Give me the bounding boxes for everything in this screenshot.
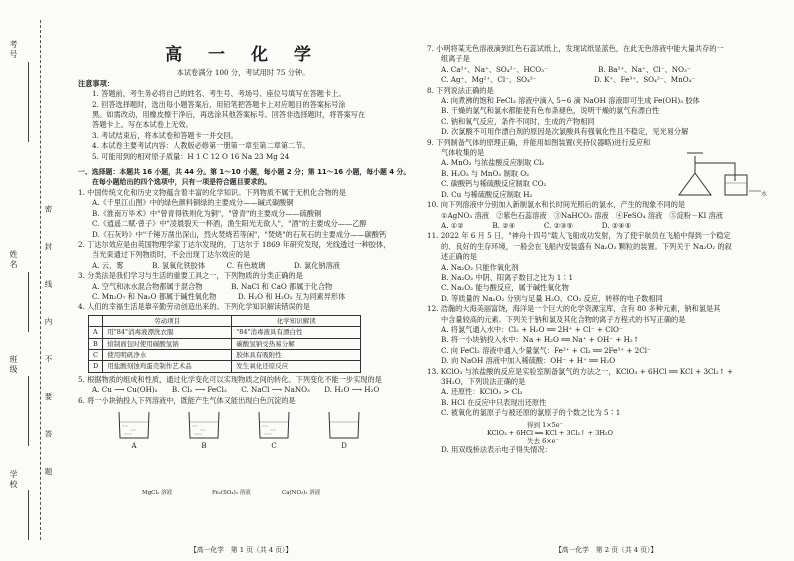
section-subheading: 在每小题给出的四个选项中，只有一项是符合题目要求的。 [92, 178, 272, 187]
class-label: 班级 [9, 355, 18, 375]
question-stem: 9. 下列制备气体的原理正确，并能用如图装置(夹持仪器略)进行反应和 [427, 137, 651, 147]
question-stem: 6. 将一小块钠投入下列溶液中，既能产生气体又能出现白色沉淀的是 [78, 395, 296, 405]
beaker-option-d[interactable] [326, 410, 362, 451]
beaker-icon [186, 410, 222, 440]
beaker-options [116, 410, 408, 451]
notice-heading: 注意事项： [78, 78, 114, 88]
double-bridge-diagram [487, 421, 772, 445]
table-cell: 发生氧化还原反应 [232, 361, 361, 372]
question-stem: 7. 小明将某无色溶液滴到红色石蕊试纸上，发现试纸显蓝色，在此无色溶液中能大量共存的一 [427, 44, 724, 53]
table-header-row [89, 315, 361, 326]
beaker-icon [116, 410, 152, 440]
answer-option[interactable]: B. 干燥的氯气和氯水都能使有色布条褪色，说明干燥的氯气有漂白性 [441, 106, 660, 116]
question-stem: 1. 中国传统文化和历史文物蕴含着丰富的化学知识。下列物质不属于无机化合物的是 [78, 187, 346, 197]
beaker-label: MgCl₂ 溶液 [142, 490, 173, 496]
beaker-icon [326, 410, 362, 440]
seal-line-notice: 密封线内不要答题 [44, 205, 53, 505]
answer-option: ①AgNO₃ 溶液 ②紫色石蕊溶液 ③NaHCO₃ 溶液 ④FeSO₄ 溶液 ⑤淀粉－KI 溶液 [441, 210, 723, 220]
activity-table [88, 315, 361, 373]
page-2 [427, 44, 772, 455]
notice-line: 黑。如需改动，用橡皮擦干净后，再选涂其他答案标号。回答非选择题时，将答案写在 [92, 110, 366, 120]
table-cell: 用盐酸刻蚀鸡蛋壳制作艺术品 [103, 361, 232, 372]
answer-option[interactable]: B. Na₂O₂ 中阴、阳离子数目之比为 1∶1 [441, 272, 574, 282]
beaker-option-b[interactable] [186, 410, 222, 451]
page-footer: 【高一化学 第 2 页（共 4 页）】 [555, 546, 658, 554]
table-header-cell: 化学知识解读 [232, 315, 361, 326]
question-stem: 气体收集的是 [441, 148, 485, 158]
answer-option[interactable]: A. 空气和冰水混合物都属于混合物 B. NaCl 和 CaO 都属于化合物 [92, 281, 333, 291]
answer-option[interactable]: A. Ca²⁺、Na⁺、SO₄²⁻、HCO₃⁻ B. Ba²⁺、Na⁺、Cl⁻、NO₃⁻ [441, 64, 691, 74]
table-cell: C [89, 349, 103, 360]
question-stem: 12. 浩瀚的大海美丽富饶，海洋是一个巨大的化学资源宝库，含有 80 多种元素，钠和氯是其 [427, 304, 721, 314]
notice-line: 5. 可能用到的相对原子质量：H 1 C 12 O 16 Na 23 Mg 24 [92, 151, 290, 161]
question-stem: 10. 向下列溶液中分别加入新制氯水和长时间光照后的氯水，产生的现象不同的是 [427, 200, 686, 210]
answer-option[interactable]: C. Ag⁺、Mg²⁺、Cl⁻、SO₄²⁻ D. K⁺、Fe³⁺、SO₄²⁻、MnO₄⁻ [441, 75, 696, 85]
notice-line: 4. 本试卷主要考试内容：人教版必修第一册第一章至第二章第二节。 [92, 141, 310, 151]
answer-option[interactable]: A. MnO₂ 与浓盐酸反应制取 Cl₂ [441, 158, 545, 168]
table-cell: B [89, 338, 103, 349]
question-stem: 8. 下列说法正确的是 [427, 85, 494, 95]
school-label: 学校 [9, 470, 18, 490]
table-header-cell [89, 315, 103, 326]
answer-option[interactable]: D. 向 NaOH 溶液中加入稀硫酸：OH⁻ + H⁺ ══ H₂O [441, 356, 616, 366]
exam-number-label: 考号 [9, 40, 18, 60]
answer-option[interactable]: C. 向 FeCl₂ 溶液中通入少量氯气：Fe²⁺ + Cl₂ ══ 2Fe³⁺ + 2Cl⁻ [441, 345, 651, 355]
beaker-label: Ca(NO₃)₂ 溶液 [282, 490, 321, 496]
beaker-option-c[interactable] [256, 410, 292, 451]
answer-option[interactable]: D.《石灰吟》中"千锤万凿出深山，烈火焚烧若等闲"，"焚烧"的石灰石的主要成分——碳酸钙 [92, 229, 387, 239]
section-heading: 一、选择题：本题共 16 小题，共 44 分。第 1～10 小题，每小题 2 分；第 11～16 小题，每小题 4 分。 [78, 168, 411, 177]
electron-loss-label: 失去 6×e⁻ [527, 436, 559, 445]
answer-option[interactable]: A. 向煮沸的饱和 FeCl₃ 溶液中滴入 5~6 滴 NaOH 溶液即可生成 Fe(OH)₃ 胶体 [441, 96, 700, 106]
beaker-letter: C [271, 442, 277, 450]
question-stem: 2. 丁达尔效应是由英国物理学家丁达尔发现的，丁达尔于 1869 年研究发现，光线透过一种胶体， [78, 239, 391, 249]
exam-number-blank[interactable] [28, 62, 29, 142]
table-cell: A [89, 327, 103, 338]
answer-option[interactable]: A. 还原性：KClO₃ > Cl₂ [441, 387, 523, 397]
question-stem: 述正确的是 [441, 252, 477, 262]
table-cell: 胶体具有吸附性 [232, 349, 361, 360]
answer-option[interactable]: D. 用双线桥法表示电子得失情况： [441, 444, 552, 454]
answer-option[interactable]: A. Na₂O₂ 只能作氧化剂 [441, 262, 519, 272]
answer-option[interactable]: B. 将一小块钠投入水中：Na + H₂O ══ Na⁺ + OH⁻ + H₂↑ [441, 335, 639, 345]
table-row[interactable] [89, 361, 361, 372]
table-cell: 碳酸氢钠受热易分解 [232, 338, 361, 349]
table-row[interactable] [89, 327, 361, 338]
question-stem: 组离子是 [441, 54, 470, 64]
table-cell: 使用明矾净水 [103, 349, 232, 360]
question-stem: 11. 2022 年 6 月 5 日，"神舟十四号"载人飞船成功发射，为了使宇航员在飞船中得到一个稳定 [427, 231, 731, 241]
notice-line: 答题卡上。写在本试卷上无效。 [92, 120, 193, 130]
table-row[interactable] [89, 338, 361, 349]
answer-option[interactable]: B. H₂O₂ 与 MnO₂ 制取 O₂ [441, 168, 530, 178]
name-label: 姓名 [9, 250, 18, 270]
answer-option[interactable]: A.《千里江山图》中的绿色颜料铜绿的主要成分——碱式碳酸铜 [92, 198, 294, 208]
beaker-option-a[interactable] [116, 410, 152, 451]
question-stem: 中含量较高的元素。下列关于钠和氯及其化合物的离子方程式的书写正确的是 [441, 314, 686, 324]
answer-option[interactable]: D. 等质量的 Na₂O₂ 分别与足量 H₂O、CO₂ 反应，转移的电子数相同 [441, 293, 663, 303]
question-stem: 当光束通过下列物质时，不会出现丁达尔效应的是 [92, 250, 251, 260]
beaker-label: Fe₂(SO₄)₃ 溶液 [212, 490, 251, 496]
beaker-letter: B [201, 442, 207, 450]
table-row[interactable] [89, 349, 361, 360]
answer-option[interactable]: C. 被氧化的氯原子与被还原的氯原子的个数之比为 5∶1 [441, 408, 621, 418]
answer-option[interactable]: A. ①② B. ②④ C. ②③⑤ D. ②④⑤ [441, 220, 632, 230]
table-cell: 焙制面包时使用碳酸氢钠 [103, 338, 232, 349]
beaker-letter: D [341, 442, 347, 450]
reaction-equation: KClO₃ + 6HCl ══ KCl + 3Cl₂↑ + 3H₂O [487, 428, 613, 437]
answer-option[interactable]: A. 将氯气通入水中：Cl₂ + H₂O ══ 2H⁺ + Cl⁻ + ClO⁻ [441, 324, 623, 334]
exam-meta: 本试卷满分 100 分，考试用时 75 分钟。 [176, 68, 310, 78]
answer-option[interactable]: B.《淮南万毕术》中"曾青得铁则化为铜"，"曾青"的主要成分——硫酸铜 [92, 208, 322, 218]
page-1 [78, 36, 411, 451]
question-stem: 5. 根据物质的组成和性质，通过化学变化可以实现物质之间的转化。下列变化不能一步实现的是 [78, 374, 382, 384]
notice-line: 1. 答题前，考生务必将自己的姓名、考生号、考场号、座位号填写在答题卡上。 [92, 89, 346, 99]
answer-option[interactable]: C. Mn₂O₇ 和 Na₂O 都属于碱性氧化物 D. H₂O 和 H₂O₂ 互为同素异形体 [92, 291, 346, 301]
answer-option[interactable]: B. HCl 在反应中只表现出还原性 [441, 397, 547, 407]
beaker-icon [256, 410, 292, 440]
question-stem: 3H₂O，下列说法正确的是 [441, 377, 526, 386]
seal-cut-line [40, 20, 41, 540]
answer-option[interactable]: C. 钠和氧气反应，条件不同时，生成的产物相同 [441, 116, 595, 126]
answer-option[interactable]: D. 次氯酸不可用作漂白剂的原因是次氯酸具有强氧化性且不稳定，见光易分解 [441, 127, 689, 137]
notice-line: 3. 考试结束后，将本试卷和答题卡一并交回。 [92, 130, 238, 140]
answer-option[interactable]: C. Na₂O₂ 能与酸反应，属于碱性氧化物 [441, 283, 569, 293]
table-header-cell: 劳动项目 [103, 315, 232, 326]
question-stem: 的、良好的生存环境，一般会在飞船内安装盛有 Na₂O₂ 颗粒的装置。下列关于 Na₂O₂ 的叙 [441, 241, 732, 251]
class-blank[interactable] [28, 376, 29, 446]
gas-apparatus-diagram [665, 151, 775, 201]
answer-option[interactable]: A. Cu ⟶ Cu(OH)₂ B. Cl₂ ⟶ FeCl₂ C. NaCl ⟶ NaNO₃ D. H₂O ⟶ H₂O [92, 385, 380, 395]
name-blank[interactable] [28, 272, 29, 332]
answer-option[interactable]: C. 碳酸钙与稀硫酸反应制取 CO₂ [441, 179, 547, 189]
table-cell: 用"84"消毒液漂洗衣服 [103, 327, 232, 338]
table-cell: D [89, 361, 103, 372]
notice-line: 2. 回答选择题时，选出每小题答案后，用铅笔把答题卡上对应题目的答案标号涂 [92, 99, 346, 109]
question-stem: 3. 分类法是我们学习与生活的重要工具之一，下列物质的分类正确的是 [78, 271, 303, 281]
binding-strip [0, 0, 36, 561]
answer-option[interactable]: D. Cu 与稀硫酸反应制取 H₂ [441, 189, 533, 199]
page-footer: 【高一化学 第 1 页（共 4 页）】 [190, 546, 293, 554]
question-stem: 13. KClO₃ 与浓盐酸的反应是实验室制备氯气的方法之一，KClO₃ + 6HCl ══ KCl + 3Cl₂↑ + [427, 366, 734, 376]
apparatus-water-label: 水 [761, 191, 768, 198]
answer-option[interactable]: C.《逍遥二赋·曾子》中"凌晨裂天一杯酒，渔生阳光无欲人"，"酒"的主要成分——乙醇 [92, 219, 367, 229]
school-blank[interactable] [28, 490, 29, 540]
question-stem: 4. 人们的幸福生活是靠辛勤劳动创造出来的。下列化学知识解读错误的是 [78, 302, 310, 312]
electron-gain-label: 得到 1×5e⁻ [527, 420, 564, 429]
exam-title: 高 一 化 学 [165, 45, 321, 65]
beaker-letter: A [131, 442, 137, 450]
table-cell: "84"消毒液具有漂白性 [232, 327, 361, 338]
answer-option[interactable]: A. 云、雾 B. 氢氧化铁胶体 C. 有色玻璃 D. 氯化钠溶液 [92, 260, 340, 270]
